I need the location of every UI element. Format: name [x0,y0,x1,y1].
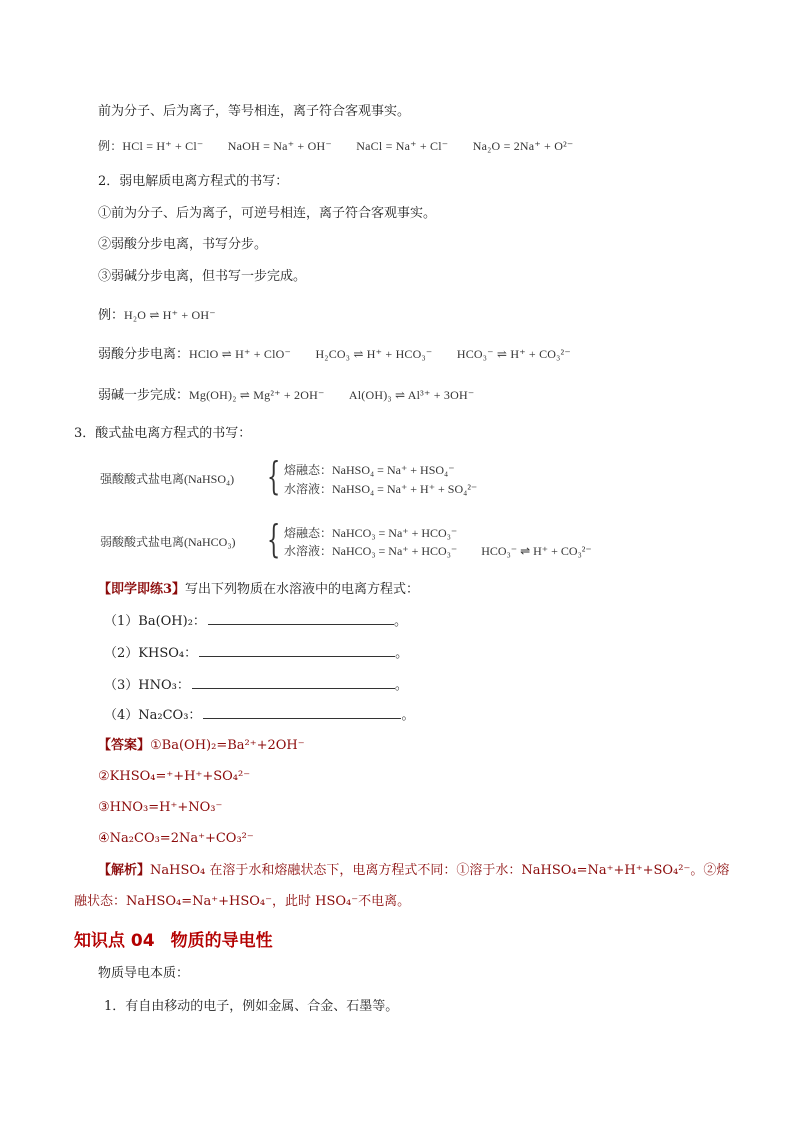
practice-item-1 [104,612,407,631]
conduct-item-1: 1．有自由移动的电子，例如金属、合金、石墨等。 [104,999,399,1014]
practice-item-3 [104,676,408,695]
practice-header [98,581,419,599]
end-mark: 。 [393,614,407,629]
acid-salt-title: 3．酸式盐电离方程式的书写： [74,426,252,441]
strong-acid-salt-label: 强酸酸式盐电离(NaHSO₄) [100,472,235,486]
weak-rule-2: ②弱酸分步电离，书写分步。 [98,237,268,252]
weak-base-prefix: 弱碱一步完成： [98,388,190,403]
end-mark: 。 [394,678,408,693]
weak-acid-prefix: 弱酸分步电离： [98,347,190,362]
weak-base-ionization [98,386,474,405]
weak-acid-ionization [98,345,571,364]
answer-tag: 【答案】 [98,738,151,753]
answer-blank[interactable] [192,676,395,689]
weak-acid-salt-aqueous: 水溶液：NaHCO₃ = Na⁺ + HCO₃⁻ HCO₃⁻ ⇌ H⁺ + CO₃²⁻ [284,544,592,558]
weak-electrolyte-title: 2．弱电解质电离方程式的书写： [98,174,289,189]
strong-electrolyte-example: 例：HCl = H⁺ + Cl⁻ NaOH = Na⁺ + OH⁻ NaCl = Na⁺ + Cl⁻ Na₂O = 2Na⁺ + O²⁻ [98,139,574,153]
section-heading [74,926,273,951]
answer-4: ④Na₂CO₃=2Na⁺+CO₃²⁻ [98,831,254,846]
practice-item-label: （2）KHSO₄： [104,646,198,661]
end-mark: 。 [395,646,409,661]
strong-acid-salt-aqueous: 水溶液：NaHSO₄ = Na⁺ + H⁺ + SO₄²⁻ [284,482,478,496]
answer-blank[interactable] [203,706,401,719]
weak-base-equations: Mg(OH)₂ ⇌ Mg²⁺ + 2OH⁻ Al(OH)₃ ⇌ Al³⁺ + 3OH⁻ [189,388,475,402]
section-number: 知识点 04 [74,931,155,951]
analysis-tag: 【解析】 [98,863,151,878]
weak-example-prefix: 例： [98,308,125,323]
section-title: 物质的导电性 [170,931,273,951]
answer-blank[interactable] [199,644,395,657]
answer-3: ③HNO₃=H⁺+NO₃⁻ [98,800,223,815]
practice-item-label: （4）Na₂CO₃： [104,708,202,723]
brace-icon: { [267,517,281,561]
strong-acid-salt-melt: 熔融态：NaHSO₄ = Na⁺ + HSO₄⁻ [284,463,455,477]
analysis-line-1 [98,862,729,880]
practice-prompt: 写出下列物质在水溶液中的电离方程式： [185,582,420,597]
practice-item-4 [104,706,414,725]
answer-2: ②KHSO₄=⁺+H⁺+SO₄²⁻ [98,769,251,784]
answer-1: ①Ba(OH)₂=Ba²⁺+2OH⁻ [150,738,305,753]
conduct-intro: 物质导电本质： [98,966,190,981]
weak-rule-1: ①前为分子、后为离子，可逆号相连，离子符合客观事实。 [98,206,437,221]
weak-acid-equations: HClO ⇌ H⁺ + ClO⁻ H₂CO₃ ⇌ H⁺ + HCO₃⁻ HCO₃⁻ ⇌ H⁺ + CO₃²⁻ [189,347,571,361]
practice-tag: 【即学即练3】 [98,582,186,597]
analysis-text-1: NaHSO₄ 在溶于水和熔融状态下，电离方程式不同：①溶于水：NaHSO₄=Na⁺+H⁺+SO₄²⁻。②熔 [150,863,730,878]
practice-item-label: （3）HNO₃： [104,678,190,693]
practice-item-label: （1）Ba(OH)₂： [104,614,206,629]
weak-acid-salt-label: 弱酸酸式盐电离(NaHCO₃) [100,535,236,549]
weak-acid-salt-melt: 熔融态：NaHCO₃ = Na⁺ + HCO₃⁻ [284,526,458,540]
weak-example-equation: H₂O ⇌ H⁺ + OH⁻ [124,308,216,322]
weak-example [98,306,216,325]
analysis-line-2: 融状态：NaHSO₄=Na⁺+HSO₄⁻，此时 HSO₄⁻不电离。 [74,894,411,909]
practice-item-2 [104,644,408,663]
strong-electrolyte-rule: 前为分子、后为离子，等号相连，离子符合客观事实。 [98,104,411,119]
brace-icon: { [267,454,281,498]
answer-line-1 [98,737,305,755]
weak-rule-3: ③弱碱分步电离，但书写一步完成。 [98,269,307,284]
end-mark: 。 [401,708,415,723]
answer-blank[interactable] [208,612,394,625]
